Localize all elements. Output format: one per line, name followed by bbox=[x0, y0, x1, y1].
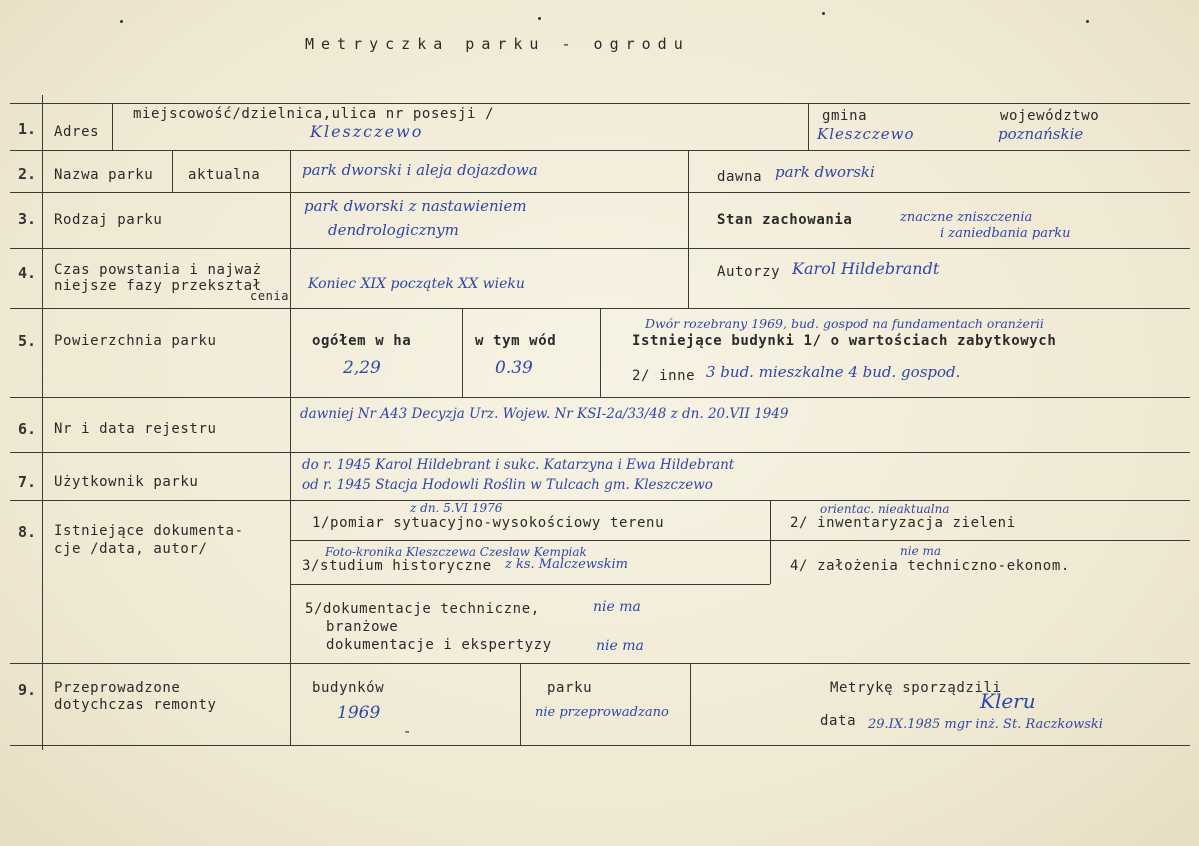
row-number-1: 1. bbox=[18, 120, 37, 138]
dawna-label: dawna bbox=[717, 169, 763, 185]
row-number-2: 2. bbox=[18, 165, 37, 183]
czas-label-1: Czas powstania i najważ bbox=[54, 262, 262, 278]
row-divider-6 bbox=[10, 452, 1190, 453]
gmina-value: Kleszczewo bbox=[817, 125, 915, 143]
nazwa-label: Nazwa parku bbox=[54, 167, 154, 183]
row-number-7: 7. bbox=[18, 473, 37, 491]
budynkow-dash: - bbox=[403, 724, 413, 740]
table-border-bottom bbox=[10, 745, 1190, 746]
autorzy-value: Karol Hildebrandt bbox=[792, 259, 940, 278]
rem-line-b bbox=[690, 663, 691, 745]
item4-note: nie ma bbox=[900, 544, 942, 558]
wtym-label: w tym wód bbox=[475, 333, 557, 349]
stan-value-1: znaczne zniszczenia bbox=[900, 210, 1033, 225]
paper-mark bbox=[538, 17, 541, 20]
parku-value: nie przeprowadzano bbox=[535, 705, 669, 720]
row-number-9: 9. bbox=[18, 681, 37, 699]
row-divider-5 bbox=[10, 397, 1190, 398]
paper-mark bbox=[822, 12, 825, 15]
czas-label-3: cenia bbox=[250, 289, 290, 303]
dawna-value: park dworski bbox=[775, 163, 875, 181]
column-line-label bbox=[290, 150, 291, 745]
item5-label-2: branżowe bbox=[326, 619, 399, 635]
rodzaj-value-2: dendrologicznym bbox=[328, 221, 459, 239]
stan-value-2: i zaniedbania parku bbox=[940, 226, 1071, 241]
adres-line bbox=[112, 103, 113, 150]
data-label: data bbox=[820, 713, 857, 729]
uzytkownik-value-2: od r. 1945 Stacja Hodowli Roślin w Tulcach gm. Kleszczewo bbox=[302, 477, 713, 493]
row-number-6: 6. bbox=[18, 420, 37, 438]
rejestr-label: Nr i data rejestru bbox=[54, 421, 217, 437]
right-block-line bbox=[688, 150, 689, 308]
row-divider-2 bbox=[10, 192, 1190, 193]
item1-label: 1/pomiar sytuacyjno-wysokościowy terenu bbox=[312, 515, 665, 531]
wtym-value: 0.39 bbox=[495, 358, 533, 378]
ogolem-value: 2,29 bbox=[343, 358, 381, 378]
autorzy-label: Autorzy bbox=[717, 264, 781, 280]
dok-line bbox=[770, 500, 771, 584]
dok-lower-divider bbox=[290, 584, 770, 585]
aktualna-label: aktualna bbox=[188, 167, 261, 183]
rodzaj-value-1: park dworski z nastawieniem bbox=[304, 197, 527, 215]
ogolem-label: ogółem w ha bbox=[312, 333, 412, 349]
uzytkownik-label: Użytkownik parku bbox=[54, 474, 199, 490]
rodzaj-label: Rodzaj parku bbox=[54, 212, 163, 228]
uzytkownik-value-1: do r. 1945 Karol Hildebrant i sukc. Katarzyna i Ewa Hildebrant bbox=[302, 457, 735, 473]
gmina-line bbox=[808, 103, 809, 150]
item3-note: Foto-kronika Kleszczewa Czesław Kempiak bbox=[325, 545, 587, 559]
item1-note: z dn. 5.VI 1976 bbox=[410, 501, 503, 515]
paper-mark bbox=[1086, 20, 1089, 23]
row-number-8: 8. bbox=[18, 523, 37, 541]
row-number-5: 5. bbox=[18, 332, 37, 350]
row-number-3: 3. bbox=[18, 210, 37, 228]
item2-note: orientac. nieaktualna bbox=[820, 502, 950, 516]
row-number-4: 4. bbox=[18, 264, 37, 282]
item6-label: dokumentacje i ekspertyzy bbox=[326, 637, 552, 653]
czas-value: Koniec XIX początek XX wieku bbox=[308, 276, 525, 292]
remonty-label-2: dotychczas remonty bbox=[54, 697, 217, 713]
document-title: Metryczka parku - ogrodu bbox=[305, 35, 690, 53]
paper-mark bbox=[120, 20, 123, 23]
signature: Kleru bbox=[980, 689, 1036, 713]
wojewodztwo-value: poznańskie bbox=[998, 125, 1084, 143]
dokumentacje-label-2: cje /data, autor/ bbox=[54, 541, 208, 557]
wojewodztwo-header: województwo bbox=[1000, 108, 1100, 124]
item3-value: z ks. Malczewskim bbox=[505, 557, 628, 572]
row-divider-7 bbox=[10, 500, 1190, 501]
remonty-label-1: Przeprowadzone bbox=[54, 680, 181, 696]
budynki-note: Dwór rozebrany 1969, bud. gospod na fundamentach oranżerii bbox=[645, 316, 1044, 331]
item5-value: nie ma bbox=[593, 599, 641, 615]
aktualna-value: park dworski i aleja dojazdowa bbox=[302, 161, 538, 179]
item3-label: 3/studium historyczne bbox=[302, 558, 492, 574]
stan-label: Stan zachowania bbox=[717, 212, 853, 228]
pow-line-b bbox=[600, 308, 601, 397]
item5-label: 5/dokumentacje techniczne, bbox=[305, 601, 540, 617]
rem-line-a bbox=[520, 663, 521, 745]
dok-mid-divider bbox=[290, 540, 1190, 541]
istniejace-label: Istniejące budynki 1/ o wartościach zabytkowych bbox=[632, 333, 1057, 349]
item4-label: 4/ założenia techniczno-ekonom. bbox=[790, 558, 1070, 574]
miejscowosc-value: Kleszczewo bbox=[310, 122, 424, 141]
budynkow-label: budynków bbox=[312, 680, 385, 696]
parku-label: parku bbox=[547, 680, 593, 696]
inne-label: 2/ inne bbox=[632, 368, 696, 384]
row-divider-1 bbox=[10, 150, 1190, 151]
row-divider-8 bbox=[10, 663, 1190, 664]
rejestr-value: dawniej Nr A43 Decyzja Urz. Wojew. Nr KSI-2a/33/48 z dn. 20.VII 1949 bbox=[300, 406, 789, 422]
metryke-label: Metrykę sporządzili bbox=[830, 680, 1002, 696]
nazwa-inner-line bbox=[172, 150, 173, 192]
pow-line-a bbox=[462, 308, 463, 397]
gmina-header: gmina bbox=[822, 108, 868, 124]
row-divider-3 bbox=[10, 248, 1190, 249]
adres-label: Adres bbox=[54, 124, 100, 140]
item2-label: 2/ inwentaryzacja zieleni bbox=[790, 515, 1016, 531]
table-border-top bbox=[10, 103, 1190, 104]
powierzchnia-label: Powierzchnia parku bbox=[54, 333, 217, 349]
dokumentacje-label-1: Istniejące dokumenta- bbox=[54, 523, 244, 539]
budynkow-value: 1969 bbox=[337, 703, 381, 723]
column-line-left bbox=[42, 95, 43, 750]
data-value: 29.IX.1985 mgr inż. St. Raczkowski bbox=[868, 717, 1103, 732]
miejscowosc-header: miejscowość/dzielnica,ulica nr posesji / bbox=[133, 106, 495, 122]
czas-label-2: niejsze fazy przekształ bbox=[54, 278, 262, 294]
inne-value: 3 bud. mieszkalne 4 bud. gospod. bbox=[706, 363, 961, 381]
item6-value: nie ma bbox=[596, 638, 644, 654]
